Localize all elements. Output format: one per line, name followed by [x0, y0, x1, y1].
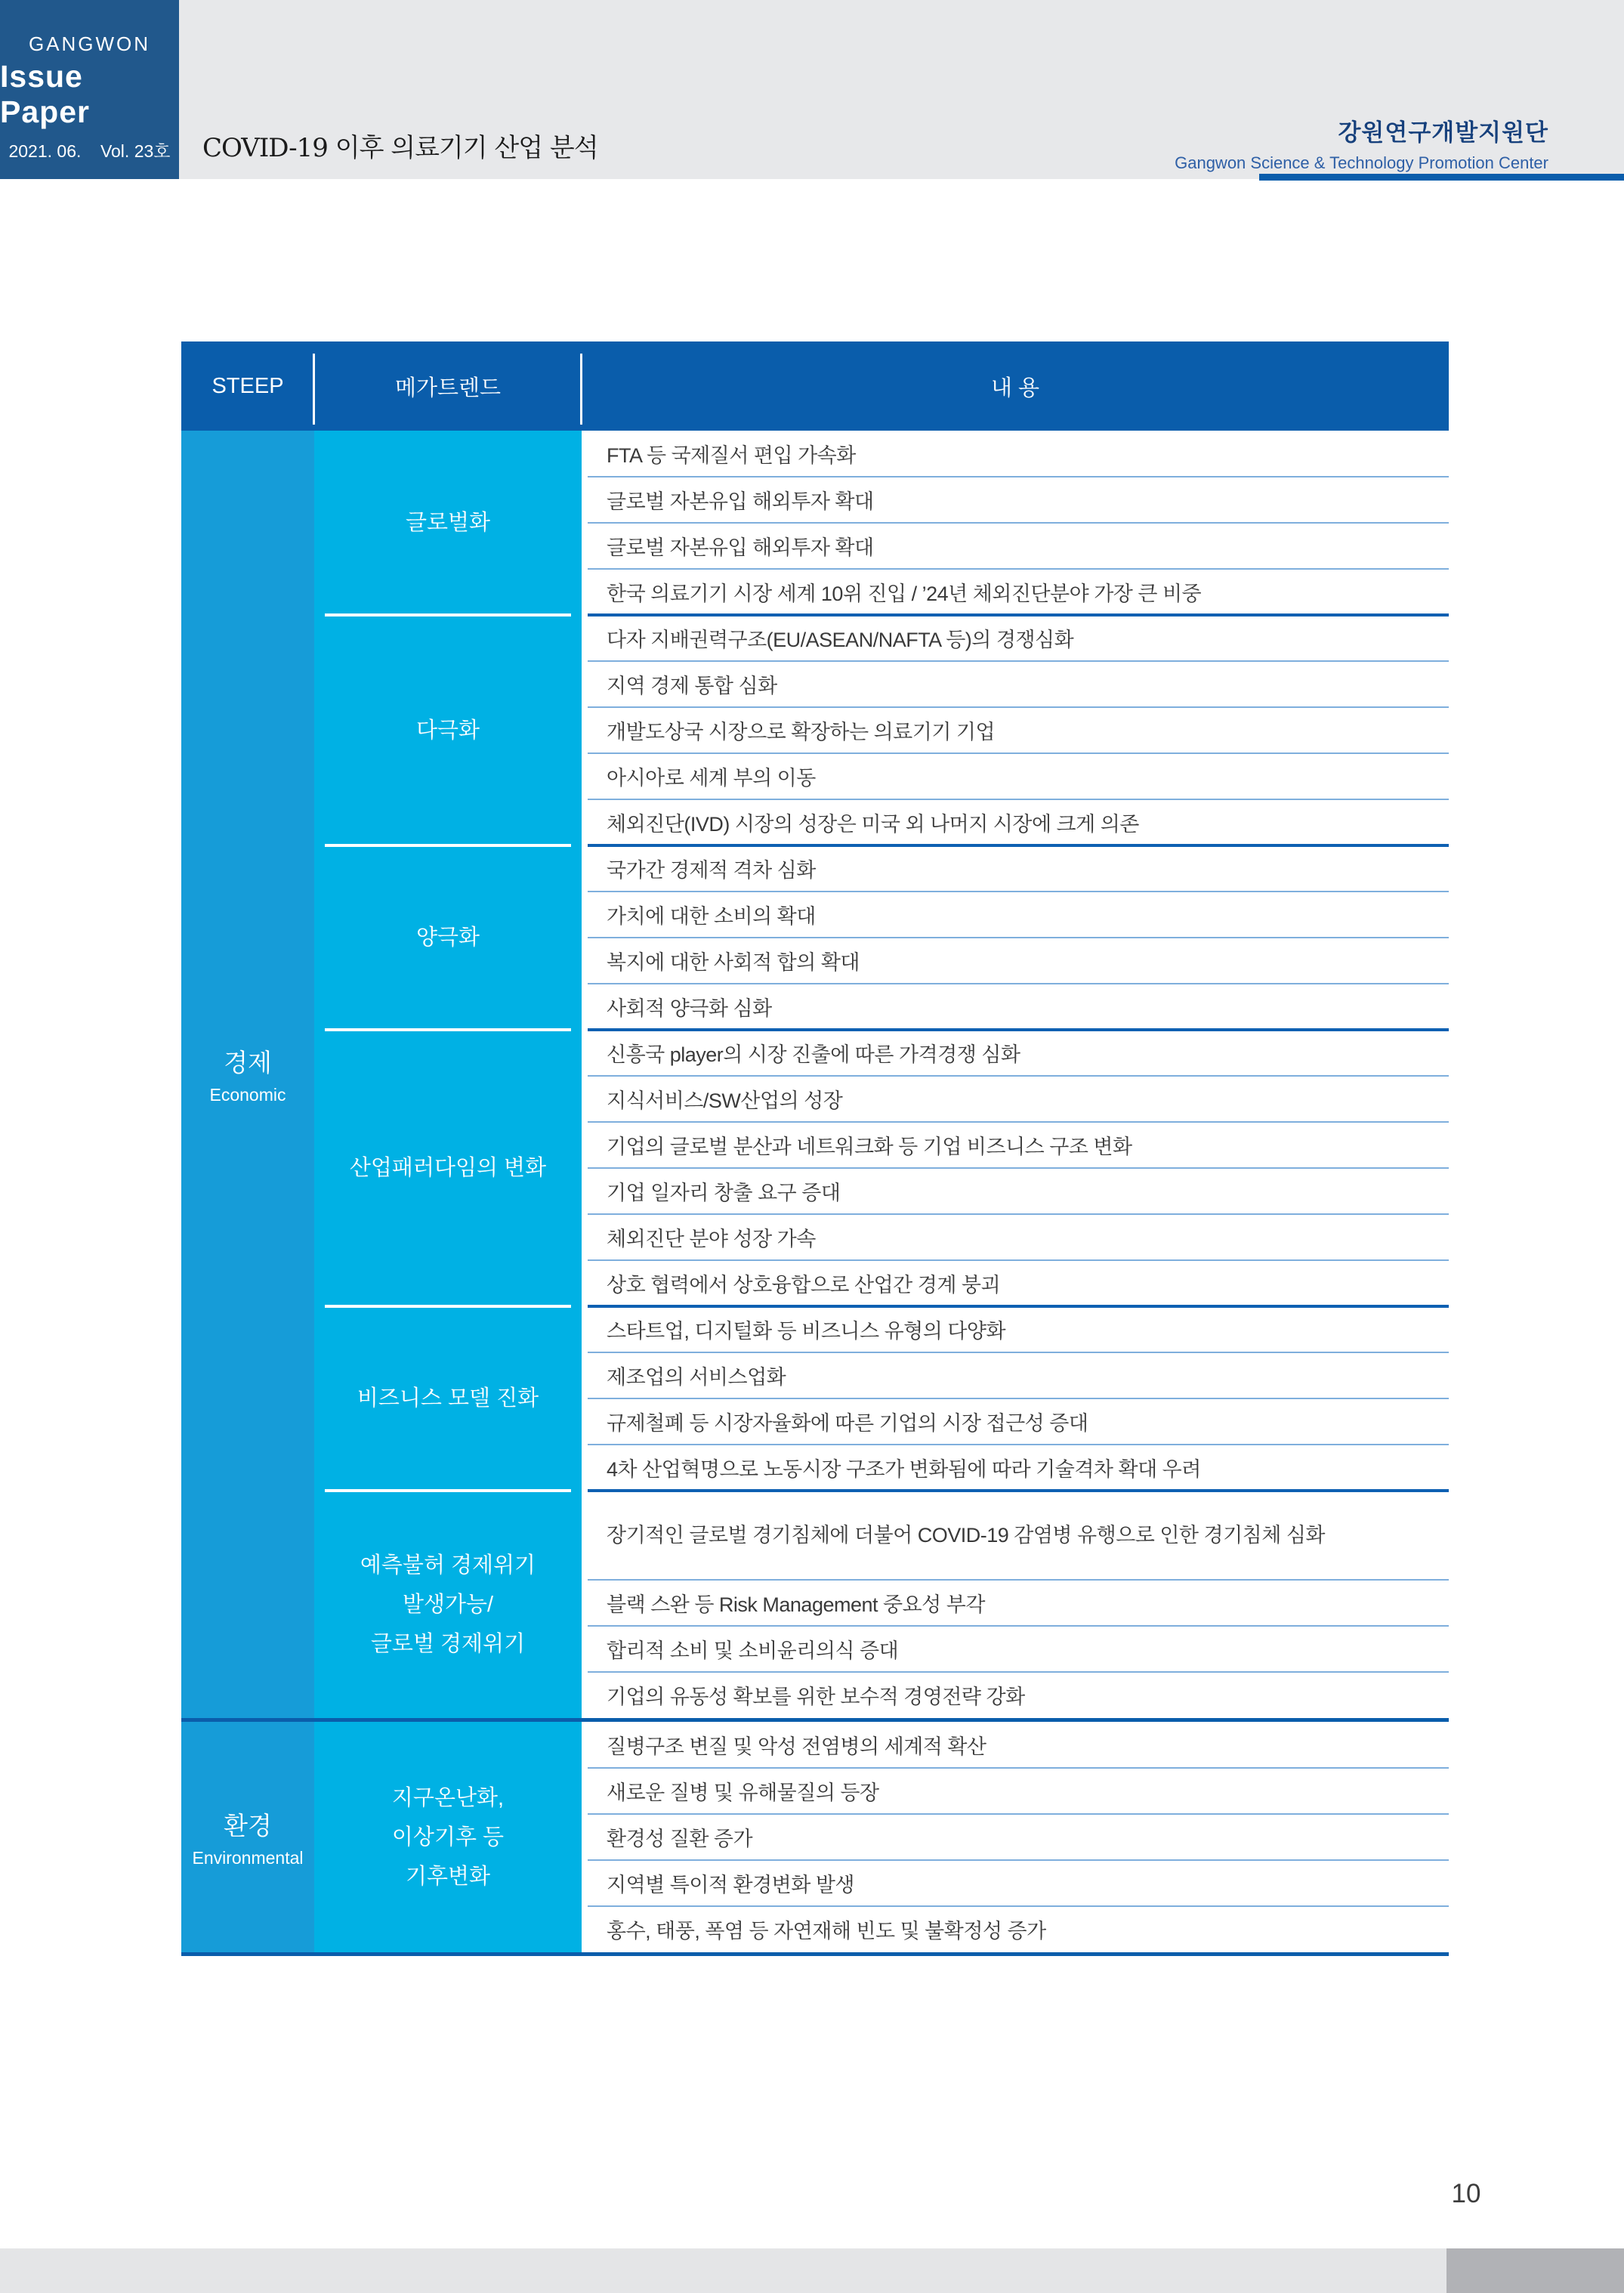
content-items: [582, 1030, 1449, 1306]
content-row: 기업의 글로벌 분산과 네트워크화 등 기업 비즈니스 구조 변화: [582, 1122, 1449, 1168]
megatrend-cell: [314, 431, 582, 615]
content-items: [582, 845, 1449, 1030]
megatrend-label-line: 다극화: [415, 718, 480, 743]
content-row: 지식서비스/SW산업의 성장: [582, 1076, 1449, 1122]
groups-column: [314, 431, 1449, 1718]
content-row: 글로벌 자본유입 해외투자 확대: [582, 523, 1449, 569]
steep-label-kr: 경제: [224, 1049, 272, 1077]
megatrend-label-line: 글로벌화: [405, 511, 491, 535]
content-items: [582, 1306, 1449, 1491]
content-items: [582, 1491, 1449, 1718]
content-row: 아시아로 세계 부의 이동: [582, 753, 1449, 799]
content-row: 기업의 유동성 확보를 위한 보수적 경영전략 강화: [582, 1672, 1449, 1718]
megatrend-label-line: 비즈니스 모델 진화: [357, 1386, 539, 1411]
megatrend-group: [314, 1722, 1449, 1952]
content-row: 상호 협력에서 상호융합으로 산업간 경계 붕괴: [582, 1260, 1449, 1306]
megatrend-cell: [314, 1722, 582, 1952]
content-row: 한국 의료기기 시장 세계 10위 진입 / ’24년 체외진단분야 가장 큰 비중: [582, 569, 1449, 615]
megatrend-group: [314, 615, 1449, 845]
steep-label-kr: 환경: [224, 1811, 272, 1840]
header-column-separator: [580, 354, 582, 425]
section-1: [181, 1722, 1449, 1952]
content-row: 개발도상국 시장으로 확장하는 의료기기 기업: [582, 707, 1449, 753]
megatrend-cell: [314, 1030, 582, 1306]
org-name-en: Gangwon Science & Technology Promotion Center: [1175, 153, 1548, 172]
megatrend-label-line: 글로벌 경제위기: [370, 1631, 526, 1656]
megatrend-group: [314, 1030, 1449, 1306]
megatrend-group: [314, 845, 1449, 1030]
content-row: 다자 지배권력구조(EU/ASEAN/NAFTA 등)의 경쟁심화: [607, 629, 1074, 651]
content-row: 규제철폐 등 시장자율화에 따른 기업의 시장 접근성 증대: [582, 1398, 1449, 1445]
megatrend-group: [314, 431, 1449, 615]
org-block: [1175, 113, 1548, 173]
footer-bar: [0, 2248, 1624, 2293]
logo-issue-date: 2021. 06. Vol. 23호: [8, 141, 171, 161]
content-row: 기업 일자리 창출 요구 증대: [582, 1168, 1449, 1214]
megatrend-cell: [314, 1491, 582, 1718]
content-row: 지역별 특이적 환경변화 발생: [582, 1860, 1449, 1906]
content-row: 지역 경제 통합 심화: [582, 661, 1449, 707]
content-row: 사회적 양극화 심화: [582, 984, 1449, 1030]
content-row: 체외진단(IVD) 시장의 성장은 미국 외 나머지 시장에 크게 의존: [582, 799, 1449, 845]
content-items: [582, 1722, 1449, 1952]
content-row: 환경성 질환 증가: [582, 1814, 1449, 1860]
steep-cell-0: [181, 431, 314, 1718]
page-number: 10: [1451, 2179, 1481, 2208]
content-row: 질병구조 변질 및 악성 전염병의 세계적 확산: [607, 1735, 986, 1758]
steep-label-en: Economic: [209, 1085, 286, 1105]
footer-accent: [1446, 2248, 1624, 2293]
steep-megatrend-table: [181, 341, 1449, 1956]
megatrend-label-line: 기후변화: [405, 1864, 491, 1889]
content-row: 합리적 소비 및 소비윤리의식 증대: [582, 1626, 1449, 1672]
content-row: 가치에 대한 소비의 확대: [582, 892, 1449, 938]
megatrend-group: [314, 1306, 1449, 1491]
megatrend-label-line: 이상기후 등: [391, 1825, 505, 1850]
document-title: COVID-19 이후 의료기기 산업 분석: [202, 133, 598, 163]
megatrend-group: [314, 1491, 1449, 1718]
table-bottom-border: [181, 1952, 1449, 1956]
megatrend-label-line: 양극화: [415, 926, 480, 950]
content-row: 체외진단 분야 성장 가속: [582, 1214, 1449, 1260]
megatrend-label-line: 지구온난화,: [391, 1785, 505, 1810]
section-0: [181, 431, 1449, 1718]
content-row: 복지에 대한 사회적 합의 확대: [582, 938, 1449, 984]
header-column-separator: [313, 354, 315, 425]
content-row: 장기적인 글로벌 경기침체에 더불어 COVID-19 감염병 유행으로 인한 경기침체 심화: [607, 1524, 1326, 1547]
content-row: 스타트업, 디지털화 등 비즈니스 유형의 다양화: [607, 1320, 1006, 1343]
megatrend-label-line: 발생가능/: [402, 1592, 494, 1617]
org-name-kr: 강원연구개발지원단: [1338, 119, 1548, 146]
header-accent-bar: [1259, 174, 1624, 181]
section-divider: [181, 1718, 1449, 1722]
content-row: 홍수, 태풍, 폭염 등 자연재해 빈도 및 불확정성 증가: [582, 1906, 1449, 1952]
megatrend-label-line: 산업패러다임의 변화: [349, 1156, 547, 1180]
content-items: [582, 615, 1449, 845]
content-row: 국가간 경제적 격차 심화: [607, 859, 816, 882]
content-row: 제조업의 서비스업화: [582, 1352, 1449, 1398]
column-header-content: 내 용: [990, 375, 1040, 400]
column-header-steep: STEEP: [211, 373, 284, 398]
megatrend-cell: [314, 615, 582, 845]
column-header-megatrend: 메가트렌드: [394, 375, 502, 400]
table-header-row: [181, 341, 1449, 431]
logo-box: [0, 0, 179, 179]
megatrend-label-line: 예측불허 경제위기: [360, 1553, 536, 1578]
content-row: 블랙 스완 등 Risk Management 중요성 부각: [582, 1580, 1449, 1626]
header-band: [0, 0, 1624, 179]
content-row: FTA 등 국제질서 편입 가속화: [607, 444, 856, 467]
steep-label-en: Environmental: [192, 1847, 304, 1868]
content-row: 신흥국 player의 시장 진출에 따른 가격경쟁 심화: [607, 1043, 1020, 1066]
steep-cell-1: [181, 1722, 314, 1952]
content-items: [582, 431, 1449, 615]
logo-title: Issue Paper: [0, 59, 90, 129]
content-row: 4차 산업혁명으로 노동시장 구조가 변화됨에 따라 기술격차 확대 우려: [582, 1445, 1449, 1491]
content-row: 새로운 질병 및 유해물질의 등장: [582, 1768, 1449, 1814]
logo-brand: GANGWON: [28, 32, 151, 55]
megatrend-cell: [314, 1306, 582, 1491]
megatrend-cell: [314, 845, 582, 1030]
groups-column: [314, 1722, 1449, 1952]
content-row: 글로벌 자본유입 해외투자 확대: [582, 477, 1449, 523]
